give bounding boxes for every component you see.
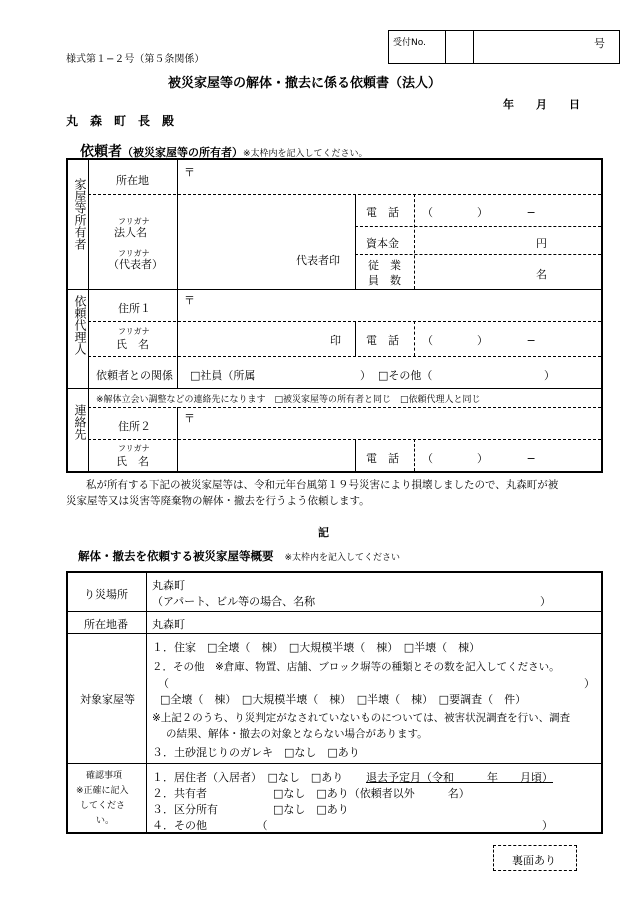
site-close: ） <box>540 595 551 608</box>
contact-phone-field[interactable]: （ ） − <box>422 452 536 465</box>
contact-side-label: 連絡先 <box>73 404 87 440</box>
target-line4: ※上記２のうち、り災判定がなされていないものについては、被害状況調査を行い、調査 <box>152 712 571 724</box>
owner-furigana1: フリガナ <box>118 217 150 226</box>
target-line6[interactable]: ３．土砂混じりのガレキ □なし □あり <box>152 746 360 759</box>
agent-relation-close: ） <box>360 369 371 382</box>
owner-postal: 〒 <box>184 166 195 179</box>
lot-value[interactable]: 丸森町 <box>152 618 185 631</box>
target-line2: ２．その他 ※倉庫、物置、店舗、ブロック塀等の種類とその数を記入してください。 <box>152 661 560 673</box>
site-label: り災場所 <box>84 588 128 601</box>
owner-staff-label1: 従 業 <box>368 259 401 272</box>
contact-furigana: フリガナ <box>118 444 150 453</box>
owner-rep-seal: 代表者印 <box>296 254 340 267</box>
requester-sub: （被災家屋等の所有者） <box>122 146 243 159</box>
confirm-label1: 確認事項 <box>86 771 123 781</box>
confirm-label4: い。 <box>96 816 115 826</box>
addressee: 丸 森 町 長 殿 <box>66 114 175 128</box>
owner-phone-field[interactable]: （ ） − <box>422 206 536 219</box>
target-line2-open: （ <box>158 677 169 690</box>
owner-address-label: 所在地 <box>116 174 149 187</box>
agent-relation-opt2[interactable]: □その他（ <box>378 369 433 382</box>
agent-postal: 〒 <box>184 294 195 307</box>
back-note: 裏面あり <box>512 854 556 867</box>
owner-furigana2: フリガナ <box>118 249 150 258</box>
target-label: 対象家屋等 <box>80 693 135 706</box>
confirm-line2[interactable]: ２．共有者 □なし □あり（依頼者以外 名） <box>152 787 470 800</box>
site-line2[interactable]: （アパート、ビル等の場合、名称 <box>152 595 316 608</box>
requester-note: ※太枠内を記入してください。 <box>243 149 368 159</box>
overview-note: ※太枠内を記入してください <box>284 553 401 563</box>
back-note-box <box>493 845 577 871</box>
overview-table <box>66 571 603 834</box>
lot-label: 所在地番 <box>84 618 128 631</box>
owner-staff-label2: 員 数 <box>368 274 401 287</box>
confirm-label3: してくださ <box>80 801 126 811</box>
ki-mark: 記 <box>318 526 329 539</box>
confirm-label2: ※正確に記入 <box>76 786 129 796</box>
receipt-suffix: 号 <box>594 37 605 50</box>
confirm-line1b[interactable]: 退去予定月（令和 年 月頃） <box>366 771 553 784</box>
confirm-line1[interactable]: １．居住者（入居者） □なし □あり <box>152 771 344 784</box>
contact-address-label: 住所２ <box>118 420 151 433</box>
owner-staff-unit: 名 <box>536 268 547 281</box>
agent-name-label: 氏 名 <box>116 338 149 351</box>
agent-relation-label: 依頼者との関係 <box>96 369 173 382</box>
receipt-box <box>388 30 620 64</box>
statement-line2: 災家屋等又は災害等廃棄物の解体・撤去を行うよう依頼します。 <box>66 495 370 507</box>
agent-seal: 印 <box>330 334 341 347</box>
agent-furigana: フリガナ <box>118 327 150 336</box>
contact-name-label: 氏 名 <box>116 455 149 468</box>
target-line5: の結果、解体・撤去の対象とならない場合があります。 <box>166 728 428 740</box>
target-line2-close: ） <box>584 677 595 690</box>
contact-postal: 〒 <box>184 412 195 425</box>
confirm-line4[interactable]: ４．その他 （ <box>152 819 268 832</box>
owner-side-label: 家屋等所有者 <box>73 178 87 250</box>
receipt-label: 受付No. <box>393 38 426 48</box>
contact-phone-label: 電 話 <box>366 452 399 465</box>
agent-phone-label: 電 話 <box>366 334 399 347</box>
owner-corp-name: 法人名 <box>114 226 147 239</box>
agent-side-label: 依頼代理人 <box>73 295 87 355</box>
owner-phone-label: 電 話 <box>366 206 399 219</box>
agent-address-label: 住所１ <box>118 302 151 315</box>
requester-table <box>66 158 603 473</box>
agent-relation-close2: ） <box>544 369 555 382</box>
owner-capital-unit: 円 <box>536 237 547 250</box>
target-line3[interactable]: □全壊（ 棟） □大規模半壊（ 棟） □半壊（ 棟） □要調査（ 件） <box>160 693 527 706</box>
owner-rep: （代表者） <box>108 258 163 271</box>
site-line1: 丸森町 <box>152 579 185 592</box>
contact-note: ※解体立会い調整などの連絡先になります □被災家屋等の所有者と同じ □依頼代理人と同じ <box>96 395 481 405</box>
overview-heading-row <box>78 548 400 564</box>
form-number: 様式第１−２号（第５条関係） <box>66 54 205 65</box>
agent-phone-field[interactable]: （ ） − <box>422 334 536 347</box>
owner-capital-label: 資本金 <box>366 237 399 250</box>
requester-heading: 依頼者 <box>80 144 122 160</box>
agent-relation-opt1[interactable]: □社員（所属 <box>190 369 256 382</box>
page-title: 被災家屋等の解体・撤去に係る依頼書（法人） <box>168 76 442 91</box>
confirm-line3[interactable]: ３．区分所有 □なし □あり <box>152 803 349 816</box>
confirm-line4-close: ） <box>542 819 553 832</box>
target-line1[interactable]: １．住家 □全壊（ 棟） □大規模半壊（ 棟） □半壊（ 棟） <box>152 641 481 654</box>
date-line: 年 月 日 <box>503 98 580 111</box>
overview-heading: 解体・撤去を依頼する被災家屋等概要 <box>78 549 274 563</box>
statement-line1: 私が所有する下記の被災家屋等は、令和元年台風第１９号災害により損壊しましたので、丸森町が被 <box>86 479 559 491</box>
